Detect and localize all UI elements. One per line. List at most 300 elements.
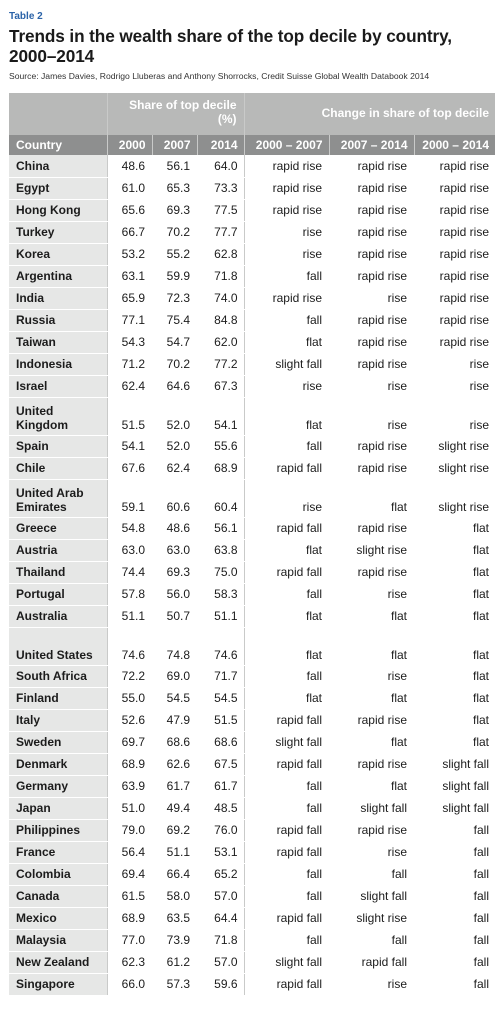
- cell-change-2007-2014: flat: [329, 687, 414, 709]
- cell-country: Portugal: [9, 583, 107, 605]
- cell-share-2007: 70.2: [152, 221, 197, 243]
- table-row: [9, 951, 495, 973]
- cell-change-2000-2007: slight fall: [244, 353, 329, 375]
- cell-share-2000: 56.4: [107, 841, 152, 863]
- cell-country: United Kingdom: [9, 397, 107, 435]
- cell-country: Austria: [9, 539, 107, 561]
- cell-share-2000: 59.1: [107, 479, 152, 517]
- cell-country: Thailand: [9, 561, 107, 583]
- cell-change-2000-2007: rapid fall: [244, 457, 329, 479]
- cell-change-2007-2014: rapid rise: [329, 265, 414, 287]
- cell-share-2014: 63.8: [197, 539, 244, 561]
- cell-share-2000: 71.2: [107, 353, 152, 375]
- cell-share-2000: 66.7: [107, 221, 152, 243]
- cell-share-2007: 63.0: [152, 539, 197, 561]
- header-share-group: [107, 93, 244, 135]
- cell-change-2007-2014: rapid rise: [329, 155, 414, 177]
- cell-share-2014: 77.2: [197, 353, 244, 375]
- cell-change-2000-2007: flat: [244, 331, 329, 353]
- cell-share-2014: 58.3: [197, 583, 244, 605]
- cell-share-2000: 69.4: [107, 863, 152, 885]
- cell-change-2000-2014: flat: [414, 687, 495, 709]
- cell-change-2000-2007: slight fall: [244, 951, 329, 973]
- table-figure: [9, 10, 495, 996]
- header-row-columns: [9, 135, 495, 155]
- cell-change-2000-2014: flat: [414, 561, 495, 583]
- cell-change-2007-2014: rise: [329, 375, 414, 397]
- cell-share-2000: 69.7: [107, 731, 152, 753]
- cell-share-2007: 69.2: [152, 819, 197, 841]
- table-row: [9, 907, 495, 929]
- cell-change-2007-2014: rapid rise: [329, 177, 414, 199]
- cell-share-2000: 54.1: [107, 435, 152, 457]
- cell-share-2007: 59.9: [152, 265, 197, 287]
- header-period-2000-2014: 2000 – 2014: [414, 135, 495, 155]
- cell-share-2014: 76.0: [197, 819, 244, 841]
- cell-change-2000-2007: fall: [244, 775, 329, 797]
- cell-change-2007-2014: rapid rise: [329, 243, 414, 265]
- cell-country: Italy: [9, 709, 107, 731]
- cell-change-2007-2014: fall: [329, 929, 414, 951]
- header-2000: 2000: [107, 135, 152, 155]
- cell-change-2000-2014: flat: [414, 627, 495, 665]
- cell-change-2000-2014: slight rise: [414, 435, 495, 457]
- cell-change-2000-2014: flat: [414, 665, 495, 687]
- header-share-line-2: (%): [217, 112, 237, 126]
- table-title: [9, 26, 495, 66]
- cell-country: Hong Kong: [9, 199, 107, 221]
- cell-share-2000: 65.9: [107, 287, 152, 309]
- title-line-1: Trends in the wealth share of the top decile by country,: [9, 26, 452, 46]
- cell-change-2000-2014: fall: [414, 973, 495, 995]
- cell-share-2014: 65.2: [197, 863, 244, 885]
- cell-change-2000-2007: rapid fall: [244, 753, 329, 775]
- table-row: [9, 731, 495, 753]
- cell-share-2014: 68.6: [197, 731, 244, 753]
- cell-country: Malaysia: [9, 929, 107, 951]
- cell-change-2000-2007: fall: [244, 265, 329, 287]
- cell-change-2000-2007: fall: [244, 797, 329, 819]
- cell-share-2014: 67.5: [197, 753, 244, 775]
- cell-country: Colombia: [9, 863, 107, 885]
- cell-share-2007: 61.2: [152, 951, 197, 973]
- cell-change-2000-2007: rapid rise: [244, 199, 329, 221]
- cell-share-2000: 77.0: [107, 929, 152, 951]
- cell-change-2007-2014: slight fall: [329, 885, 414, 907]
- table-row: [9, 841, 495, 863]
- header-country: Country: [9, 135, 107, 155]
- cell-share-2007: 68.6: [152, 731, 197, 753]
- cell-share-2000: 57.8: [107, 583, 152, 605]
- cell-share-2000: 74.6: [107, 627, 152, 665]
- cell-change-2007-2014: flat: [329, 627, 414, 665]
- cell-change-2000-2007: fall: [244, 583, 329, 605]
- cell-change-2000-2014: flat: [414, 709, 495, 731]
- cell-country: Finland: [9, 687, 107, 709]
- cell-share-2007: 47.9: [152, 709, 197, 731]
- cell-country: Philippines: [9, 819, 107, 841]
- cell-share-2000: 51.0: [107, 797, 152, 819]
- cell-share-2007: 56.0: [152, 583, 197, 605]
- cell-share-2014: 51.5: [197, 709, 244, 731]
- cell-share-2000: 63.0: [107, 539, 152, 561]
- header-blank: [9, 93, 107, 135]
- cell-change-2007-2014: rapid rise: [329, 753, 414, 775]
- header-share-line-1: Share of top decile: [129, 98, 237, 112]
- table-row: [9, 331, 495, 353]
- cell-share-2007: 63.5: [152, 907, 197, 929]
- cell-country: Indonesia: [9, 353, 107, 375]
- cell-share-2014: 59.6: [197, 973, 244, 995]
- cell-change-2007-2014: rise: [329, 287, 414, 309]
- cell-country: Greece: [9, 517, 107, 539]
- cell-country: France: [9, 841, 107, 863]
- cell-change-2000-2014: fall: [414, 907, 495, 929]
- cell-change-2000-2014: fall: [414, 951, 495, 973]
- cell-change-2000-2014: flat: [414, 517, 495, 539]
- cell-share-2000: 61.5: [107, 885, 152, 907]
- cell-change-2007-2014: rapid rise: [329, 819, 414, 841]
- cell-share-2014: 61.7: [197, 775, 244, 797]
- table-row: [9, 665, 495, 687]
- cell-share-2007: 54.5: [152, 687, 197, 709]
- table-row: [9, 627, 495, 665]
- cell-share-2007: 66.4: [152, 863, 197, 885]
- cell-change-2000-2007: rapid fall: [244, 973, 329, 995]
- cell-share-2007: 50.7: [152, 605, 197, 627]
- cell-change-2007-2014: rapid rise: [329, 435, 414, 457]
- header-2014: 2014: [197, 135, 244, 155]
- cell-share-2007: 56.1: [152, 155, 197, 177]
- cell-share-2007: 60.6: [152, 479, 197, 517]
- cell-share-2000: 48.6: [107, 155, 152, 177]
- table-row: [9, 973, 495, 995]
- cell-country: Mexico: [9, 907, 107, 929]
- cell-share-2000: 79.0: [107, 819, 152, 841]
- cell-change-2000-2007: rapid rise: [244, 287, 329, 309]
- cell-share-2007: 70.2: [152, 353, 197, 375]
- cell-share-2014: 74.6: [197, 627, 244, 665]
- table-tag: Table 2: [9, 11, 43, 22]
- cell-share-2014: 64.0: [197, 155, 244, 177]
- cell-change-2000-2014: rapid rise: [414, 199, 495, 221]
- cell-change-2000-2014: slight fall: [414, 775, 495, 797]
- cell-share-2014: 60.4: [197, 479, 244, 517]
- cell-share-2014: 75.0: [197, 561, 244, 583]
- cell-share-2007: 58.0: [152, 885, 197, 907]
- cell-share-2007: 74.8: [152, 627, 197, 665]
- cell-change-2000-2007: slight fall: [244, 731, 329, 753]
- cell-country: Argentina: [9, 265, 107, 287]
- cell-change-2000-2007: fall: [244, 863, 329, 885]
- cell-share-2000: 67.6: [107, 457, 152, 479]
- table-row: [9, 863, 495, 885]
- cell-country: New Zealand: [9, 951, 107, 973]
- cell-share-2014: 57.0: [197, 951, 244, 973]
- cell-change-2007-2014: rise: [329, 397, 414, 435]
- cell-country: Taiwan: [9, 331, 107, 353]
- cell-share-2014: 71.8: [197, 929, 244, 951]
- cell-country: Canada: [9, 885, 107, 907]
- cell-country: Japan: [9, 797, 107, 819]
- table-body: [9, 155, 495, 995]
- cell-change-2000-2007: flat: [244, 397, 329, 435]
- cell-share-2007: 69.3: [152, 199, 197, 221]
- cell-change-2000-2007: flat: [244, 627, 329, 665]
- cell-share-2014: 48.5: [197, 797, 244, 819]
- cell-share-2014: 73.3: [197, 177, 244, 199]
- cell-change-2000-2014: slight rise: [414, 457, 495, 479]
- cell-change-2000-2014: flat: [414, 605, 495, 627]
- cell-change-2000-2014: flat: [414, 583, 495, 605]
- table-row: [9, 605, 495, 627]
- cell-change-2007-2014: flat: [329, 479, 414, 517]
- table-row: [9, 687, 495, 709]
- cell-share-2000: 68.9: [107, 907, 152, 929]
- cell-share-2007: 72.3: [152, 287, 197, 309]
- cell-change-2000-2014: rapid rise: [414, 265, 495, 287]
- cell-change-2000-2007: flat: [244, 539, 329, 561]
- cell-change-2007-2014: rapid fall: [329, 951, 414, 973]
- cell-change-2000-2014: rapid rise: [414, 155, 495, 177]
- cell-change-2000-2007: fall: [244, 885, 329, 907]
- cell-change-2000-2014: fall: [414, 863, 495, 885]
- cell-change-2000-2007: fall: [244, 665, 329, 687]
- cell-change-2000-2014: flat: [414, 731, 495, 753]
- cell-share-2014: 74.0: [197, 287, 244, 309]
- cell-change-2000-2007: rise: [244, 221, 329, 243]
- table-row: [9, 561, 495, 583]
- cell-change-2000-2014: rapid rise: [414, 177, 495, 199]
- cell-change-2007-2014: flat: [329, 605, 414, 627]
- header-row-group: [9, 93, 495, 135]
- cell-change-2000-2007: rapid rise: [244, 177, 329, 199]
- table-row: [9, 885, 495, 907]
- table-row: [9, 243, 495, 265]
- cell-change-2000-2014: fall: [414, 929, 495, 951]
- cell-share-2014: 55.6: [197, 435, 244, 457]
- header-period-2000-2007: 2000 – 2007: [244, 135, 329, 155]
- cell-share-2007: 48.6: [152, 517, 197, 539]
- cell-change-2000-2007: fall: [244, 309, 329, 331]
- cell-share-2014: 77.7: [197, 221, 244, 243]
- cell-share-2000: 51.1: [107, 605, 152, 627]
- cell-share-2007: 52.0: [152, 397, 197, 435]
- cell-country: Turkey: [9, 221, 107, 243]
- cell-change-2007-2014: rapid rise: [329, 353, 414, 375]
- cell-change-2000-2014: rise: [414, 353, 495, 375]
- cell-share-2014: 53.1: [197, 841, 244, 863]
- cell-change-2000-2007: rise: [244, 479, 329, 517]
- cell-change-2000-2014: fall: [414, 819, 495, 841]
- cell-change-2000-2007: rapid fall: [244, 709, 329, 731]
- table-row: [9, 753, 495, 775]
- cell-country: Australia: [9, 605, 107, 627]
- table-row: [9, 479, 495, 517]
- cell-share-2000: 62.4: [107, 375, 152, 397]
- cell-change-2000-2007: rapid fall: [244, 819, 329, 841]
- cell-country: Chile: [9, 457, 107, 479]
- cell-share-2007: 75.4: [152, 309, 197, 331]
- table-row: [9, 539, 495, 561]
- cell-change-2007-2014: rise: [329, 665, 414, 687]
- cell-change-2000-2014: flat: [414, 539, 495, 561]
- cell-change-2000-2014: rapid rise: [414, 287, 495, 309]
- cell-share-2000: 52.6: [107, 709, 152, 731]
- cell-share-2000: 51.5: [107, 397, 152, 435]
- cell-share-2014: 62.8: [197, 243, 244, 265]
- cell-country: Korea: [9, 243, 107, 265]
- table-row: [9, 287, 495, 309]
- cell-share-2007: 52.0: [152, 435, 197, 457]
- cell-share-2000: 74.4: [107, 561, 152, 583]
- cell-change-2007-2014: rapid rise: [329, 457, 414, 479]
- cell-change-2007-2014: slight fall: [329, 797, 414, 819]
- table-row: [9, 199, 495, 221]
- cell-change-2000-2014: rapid rise: [414, 243, 495, 265]
- table-row: [9, 797, 495, 819]
- cell-change-2000-2014: rapid rise: [414, 331, 495, 353]
- table-row: [9, 221, 495, 243]
- table-row: [9, 775, 495, 797]
- cell-change-2000-2007: rise: [244, 375, 329, 397]
- cell-share-2007: 57.3: [152, 973, 197, 995]
- cell-change-2000-2007: rapid fall: [244, 841, 329, 863]
- cell-share-2014: 62.0: [197, 331, 244, 353]
- cell-share-2007: 54.7: [152, 331, 197, 353]
- cell-change-2000-2014: slight fall: [414, 797, 495, 819]
- table-row: [9, 435, 495, 457]
- cell-change-2000-2007: flat: [244, 687, 329, 709]
- cell-country: Singapore: [9, 973, 107, 995]
- table-row: [9, 709, 495, 731]
- table-row: [9, 929, 495, 951]
- cell-change-2000-2014: rapid rise: [414, 221, 495, 243]
- cell-share-2007: 65.3: [152, 177, 197, 199]
- table-row: [9, 265, 495, 287]
- cell-share-2014: 56.1: [197, 517, 244, 539]
- cell-change-2007-2014: rise: [329, 841, 414, 863]
- cell-change-2000-2007: rapid fall: [244, 517, 329, 539]
- cell-share-2007: 61.7: [152, 775, 197, 797]
- cell-share-2007: 62.4: [152, 457, 197, 479]
- cell-share-2007: 64.6: [152, 375, 197, 397]
- cell-change-2000-2007: rise: [244, 243, 329, 265]
- cell-change-2000-2014: fall: [414, 885, 495, 907]
- cell-change-2007-2014: fall: [329, 863, 414, 885]
- cell-share-2000: 61.0: [107, 177, 152, 199]
- cell-change-2000-2014: slight rise: [414, 479, 495, 517]
- cell-country: Sweden: [9, 731, 107, 753]
- header-change-group: Change in share of top decile: [244, 93, 495, 135]
- cell-country: Egypt: [9, 177, 107, 199]
- table-row: [9, 375, 495, 397]
- cell-change-2007-2014: slight rise: [329, 907, 414, 929]
- cell-change-2007-2014: rapid rise: [329, 309, 414, 331]
- cell-share-2000: 77.1: [107, 309, 152, 331]
- cell-change-2000-2007: rapid fall: [244, 907, 329, 929]
- cell-share-2000: 62.3: [107, 951, 152, 973]
- cell-country: United States: [9, 627, 107, 665]
- cell-change-2000-2007: rapid rise: [244, 155, 329, 177]
- cell-share-2000: 63.1: [107, 265, 152, 287]
- cell-share-2014: 64.4: [197, 907, 244, 929]
- cell-share-2007: 69.3: [152, 561, 197, 583]
- cell-share-2000: 63.9: [107, 775, 152, 797]
- cell-share-2000: 65.6: [107, 199, 152, 221]
- cell-share-2007: 49.4: [152, 797, 197, 819]
- cell-share-2014: 54.5: [197, 687, 244, 709]
- cell-change-2000-2014: fall: [414, 841, 495, 863]
- cell-share-2000: 55.0: [107, 687, 152, 709]
- table-row: [9, 397, 495, 435]
- table-row: [9, 177, 495, 199]
- cell-share-2007: 69.0: [152, 665, 197, 687]
- table-row: [9, 309, 495, 331]
- cell-change-2007-2014: rise: [329, 973, 414, 995]
- cell-country: Germany: [9, 775, 107, 797]
- cell-share-2014: 54.1: [197, 397, 244, 435]
- cell-share-2000: 54.3: [107, 331, 152, 353]
- table-row: [9, 517, 495, 539]
- cell-share-2000: 54.8: [107, 517, 152, 539]
- cell-share-2014: 84.8: [197, 309, 244, 331]
- cell-change-2000-2007: fall: [244, 435, 329, 457]
- wealth-share-table: [9, 93, 495, 996]
- cell-change-2007-2014: rise: [329, 583, 414, 605]
- cell-share-2014: 77.5: [197, 199, 244, 221]
- cell-change-2000-2007: rapid fall: [244, 561, 329, 583]
- cell-share-2007: 73.9: [152, 929, 197, 951]
- cell-country: South Africa: [9, 665, 107, 687]
- cell-change-2000-2007: flat: [244, 605, 329, 627]
- table-row: [9, 457, 495, 479]
- cell-share-2014: 51.1: [197, 605, 244, 627]
- cell-share-2007: 62.6: [152, 753, 197, 775]
- source-note: Source: James Davies, Rodrigo Lluberas and Anthony Shorrocks, Credit Suisse Global Wealth Databook 2014: [9, 71, 430, 81]
- cell-change-2007-2014: rapid rise: [329, 199, 414, 221]
- cell-country: Denmark: [9, 753, 107, 775]
- cell-share-2000: 66.0: [107, 973, 152, 995]
- cell-change-2007-2014: flat: [329, 731, 414, 753]
- cell-share-2014: 71.8: [197, 265, 244, 287]
- cell-country: United Arab Emirates: [9, 479, 107, 517]
- cell-share-2000: 72.2: [107, 665, 152, 687]
- cell-share-2000: 53.2: [107, 243, 152, 265]
- cell-share-2014: 71.7: [197, 665, 244, 687]
- cell-change-2007-2014: rapid rise: [329, 221, 414, 243]
- cell-change-2007-2014: flat: [329, 775, 414, 797]
- table-row: [9, 819, 495, 841]
- cell-change-2007-2014: slight rise: [329, 539, 414, 561]
- cell-country: Russia: [9, 309, 107, 331]
- cell-share-2014: 68.9: [197, 457, 244, 479]
- cell-country: China: [9, 155, 107, 177]
- cell-change-2007-2014: rapid rise: [329, 561, 414, 583]
- table-row: [9, 583, 495, 605]
- table-row: [9, 353, 495, 375]
- cell-change-2007-2014: rapid rise: [329, 709, 414, 731]
- cell-share-2007: 55.2: [152, 243, 197, 265]
- cell-change-2007-2014: rapid rise: [329, 517, 414, 539]
- title-line-2: 2000–2014: [9, 46, 95, 66]
- header-2007: 2007: [152, 135, 197, 155]
- cell-share-2000: 68.9: [107, 753, 152, 775]
- cell-share-2007: 51.1: [152, 841, 197, 863]
- cell-change-2007-2014: rapid rise: [329, 331, 414, 353]
- cell-change-2000-2014: rapid rise: [414, 309, 495, 331]
- table-row: [9, 155, 495, 177]
